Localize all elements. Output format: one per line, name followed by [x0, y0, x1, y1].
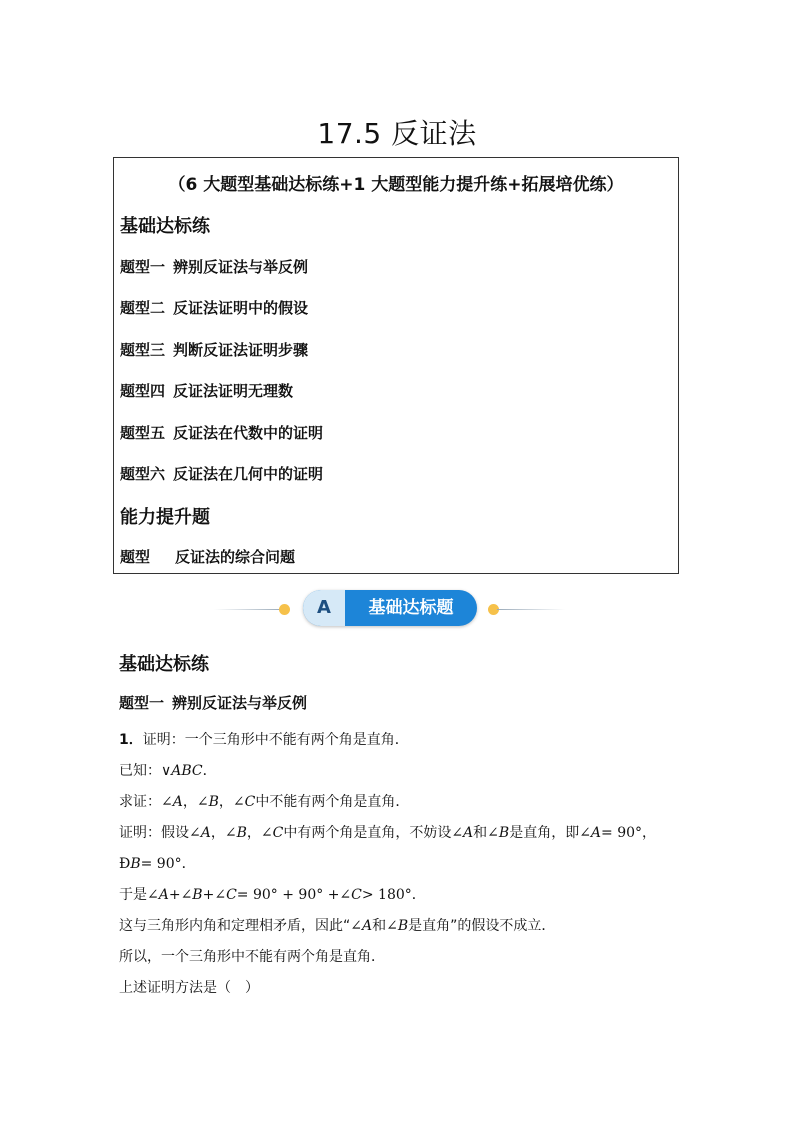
text: 这与三角形内角和定理相矛盾，因此“	[119, 918, 351, 934]
toc-item-text: 反证法在几何中的证明	[173, 465, 324, 483]
toc-item[interactable]	[120, 463, 323, 484]
text: ．	[411, 887, 426, 903]
math: ∠B	[386, 918, 409, 934]
banner-label: 基础达标题	[368, 598, 454, 618]
question-line	[119, 760, 217, 780]
toc-item-tag: 题型五	[120, 424, 166, 442]
banner-dot-left	[279, 604, 290, 615]
text: ，	[218, 794, 233, 810]
math: ∠B	[180, 887, 203, 903]
math: ∠A	[579, 825, 602, 841]
text: 和	[473, 825, 488, 841]
toc-item[interactable]	[120, 297, 308, 318]
math: ∠C	[260, 825, 284, 841]
math: = 90° + 90° +	[236, 887, 340, 903]
toc-basic-heading: 基础达标练	[120, 216, 210, 237]
question-number: 1．	[119, 732, 143, 748]
math: +	[168, 887, 181, 903]
toc-item[interactable]	[120, 256, 308, 277]
question-line	[119, 729, 409, 749]
toc-item-text: 辨别反证法与举反例	[173, 258, 309, 276]
question-line	[119, 822, 656, 842]
text: 已知：	[119, 763, 161, 779]
table-of-contents	[113, 157, 679, 574]
text: 和	[372, 918, 387, 934]
question-text: 证明：一个三角形中不能有两个角是直角．	[142, 732, 409, 748]
math: ∠A	[350, 918, 373, 934]
text: 求证：	[119, 794, 161, 810]
toc-item[interactable]	[120, 422, 323, 443]
question-type-tag: 题型一	[119, 694, 165, 712]
text: 中有两个角是直角，不妨设	[283, 825, 452, 841]
toc-item-text: 反证法在代数中的证明	[173, 424, 324, 442]
section-heading: 基础达标练	[119, 654, 209, 675]
math: = 90°	[601, 825, 643, 841]
banner-line-right	[497, 609, 565, 610]
section-banner	[0, 588, 794, 628]
text: ．	[202, 763, 217, 779]
math: Ð	[119, 856, 131, 872]
math: ∠A	[147, 887, 169, 903]
text: ，	[246, 825, 261, 841]
toc-subtitle: （6 大题型基础达标练+1 大题型能力提升练+拓展培优练）	[168, 175, 624, 195]
math: ∠B	[487, 825, 510, 841]
math: > 180°	[361, 887, 412, 903]
question-type-text: 辨别反证法与举反例	[172, 694, 308, 712]
page-title: 17.5 反证法	[317, 117, 477, 150]
banner-letter: A	[303, 590, 345, 626]
banner-pill	[303, 590, 477, 626]
question-prompt: 上述证明方法是（ ）	[119, 980, 259, 996]
toc-item-tag: 题型二	[120, 299, 166, 317]
toc-item-advanced[interactable]	[120, 546, 295, 567]
math: ∠C	[214, 887, 237, 903]
math: ∠A	[451, 825, 474, 841]
math: ∠C	[232, 794, 256, 810]
math: ABC	[171, 763, 203, 779]
triangle-symbol: ∨	[161, 763, 172, 779]
toc-item-tag: 题型四	[120, 382, 166, 400]
math: B	[130, 856, 141, 872]
question-line	[119, 884, 426, 904]
question-line	[119, 791, 409, 811]
toc-item-text: 反证法的综合问题	[175, 548, 296, 566]
text: 于是	[119, 887, 147, 903]
text: 是直角，即	[509, 825, 580, 841]
toc-item[interactable]	[120, 380, 293, 401]
text: 中不能有两个角是直角．	[255, 794, 410, 810]
question-line	[119, 915, 555, 935]
math: ∠A	[189, 825, 211, 841]
toc-advanced-heading: 能力提升题	[120, 507, 210, 528]
question-line: 所以，一个三角形中不能有两个角是直角．	[119, 949, 385, 965]
math: +	[202, 887, 215, 903]
toc-item-tag: 题型六	[120, 465, 166, 483]
math: ∠B	[196, 794, 219, 810]
toc-item[interactable]	[120, 339, 308, 360]
text: ，	[210, 825, 225, 841]
math: = 90°	[140, 856, 182, 872]
math: ∠C	[339, 887, 362, 903]
banner-line-left	[214, 609, 282, 610]
question-line	[119, 853, 196, 873]
toc-item-tag: 题型三	[120, 341, 166, 359]
toc-item-tag: 题型一	[120, 258, 166, 276]
text: 是直角”的假设不成立．	[408, 918, 556, 934]
math: ∠A	[161, 794, 183, 810]
toc-item-text: 反证法证明无理数	[173, 382, 294, 400]
text: ．	[181, 856, 196, 872]
text: ，	[182, 794, 197, 810]
toc-item-text: 反证法证明中的假设	[173, 299, 309, 317]
question-type-heading	[119, 692, 307, 713]
math: ∠B	[224, 825, 247, 841]
text: 证明：假设	[119, 825, 189, 841]
toc-item-tag: 题型	[120, 548, 151, 566]
toc-item-text: 判断反证法证明步骤	[173, 341, 309, 359]
text: ，	[642, 825, 657, 841]
